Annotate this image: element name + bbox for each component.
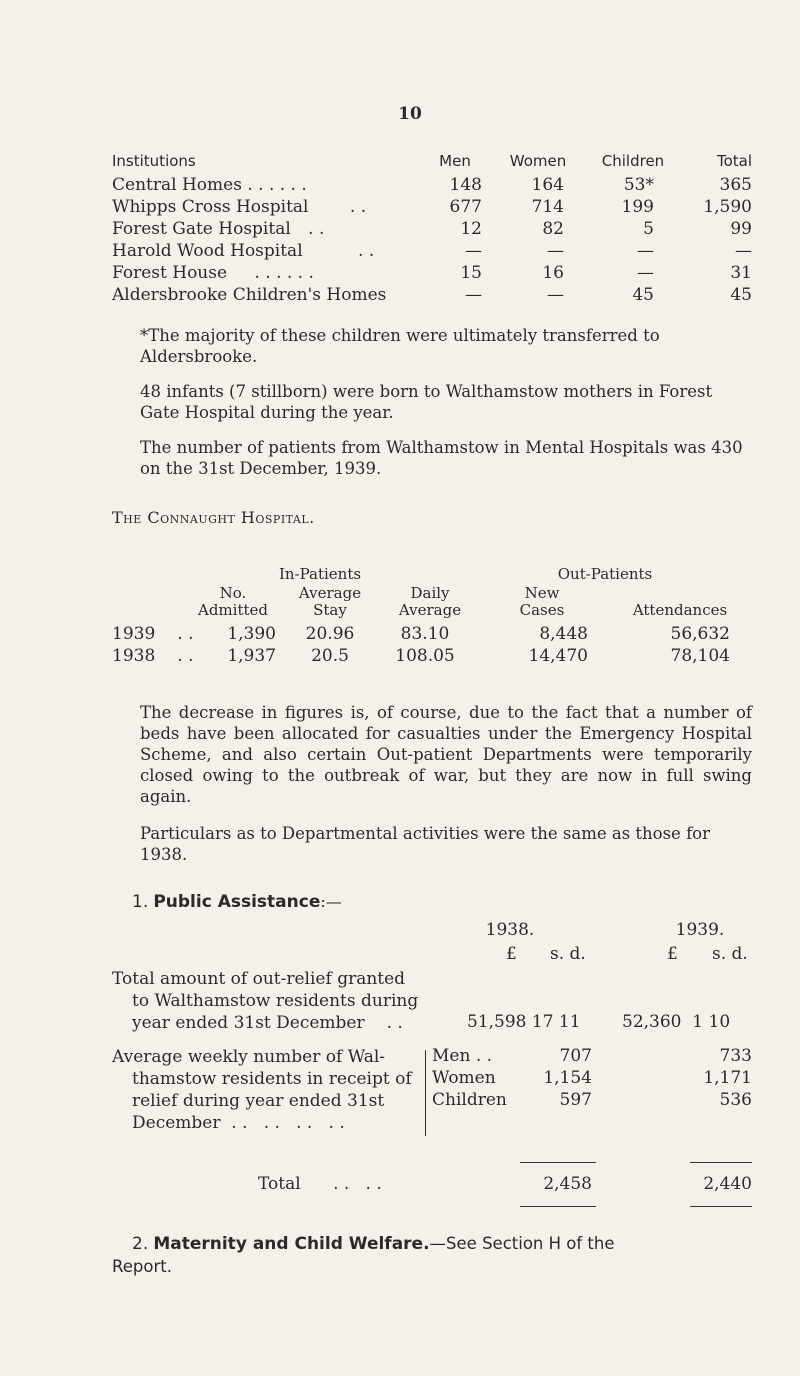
footnote: *The majority of these children were ultimately transferred to Aldersbrooke. — [140, 326, 660, 366]
particulars-paragraph: Particulars as to Departmental activities were the same as those for 1938. — [140, 824, 710, 864]
table-row: Harold Wood Hospital . . — [112, 241, 375, 261]
category-children-1938: 597 — [559, 1090, 592, 1110]
col-header-women: Women — [509, 152, 567, 170]
decrease-paragraph: The decrease in figures is, of course, due to the fact that a number of beds have been allocated for casualties under the Emergency Hospital Scheme, and also certain Out-patient Departments were temporarily closed owing to the outbreak of war, but they are now in full swing again. — [140, 703, 752, 806]
maternity-report: Report. — [112, 1257, 172, 1276]
outrelief-1939-value: 52,360 1 10 — [622, 1012, 731, 1032]
pound-1938: £ — [506, 944, 517, 964]
inpatients-group-label: In-Patients — [278, 565, 362, 583]
connaught-heading: The Connaught Hospital. — [112, 508, 315, 527]
divider — [690, 1162, 752, 1163]
col-header-men: Men — [439, 152, 471, 170]
outrelief-label: Total amount of out-relief granted to Walthamstow residents during year ended 31st December . . — [112, 969, 419, 1033]
cell-total: — — [735, 241, 752, 261]
cell-children: 53* — [623, 175, 654, 195]
cell-total: 31 — [730, 263, 752, 283]
sd-1938: s. d. — [550, 944, 586, 964]
cell-women: — — [547, 241, 564, 261]
category-women-1939: 1,171 — [703, 1068, 752, 1088]
cell-women: 16 — [542, 263, 564, 283]
year-1938-header: 1938. — [485, 920, 535, 940]
mental-hospitals-paragraph: The number of patients from Walthamstow in Mental Hospitals was 430 on the 31st December, 1939. — [140, 438, 743, 478]
col-header-daily-average: Average — [398, 601, 462, 619]
cell-attendances: 56,632 — [670, 624, 730, 644]
cell-daily: 108.05 — [395, 646, 455, 666]
cell-men: 148 — [449, 175, 482, 195]
cell-stay: 20.5 — [311, 646, 349, 666]
col-header-new: New — [524, 584, 560, 602]
category-children-1939: 536 — [719, 1090, 752, 1110]
cell-women: — — [547, 285, 564, 305]
cell-total: 99 — [730, 219, 752, 239]
cell-men: 677 — [449, 197, 482, 217]
col-header-total: Total — [716, 152, 752, 170]
col-header-cases: Cases — [519, 601, 565, 619]
maternity-heading: 2. Maternity and Child Welfare.—See Section H of the — [132, 1234, 615, 1254]
public-assistance-heading: 1. Public Assistance:— — [132, 892, 342, 912]
bracket — [425, 1050, 426, 1136]
col-header-stay: Stay — [313, 601, 347, 619]
divider — [690, 1206, 752, 1207]
cell-women: 164 — [531, 175, 564, 195]
category-women-1938: 1,154 — [543, 1068, 592, 1088]
table-row: 1938 . . — [112, 646, 194, 666]
cell-admitted: 1,937 — [227, 646, 276, 666]
cell-admitted: 1,390 — [227, 624, 276, 644]
col-header-no: No. — [219, 584, 247, 602]
cell-children: 45 — [632, 285, 654, 305]
cell-men: — — [465, 285, 482, 305]
category-men-1938: 707 — [559, 1046, 592, 1066]
cell-attendances: 78,104 — [670, 646, 730, 666]
pound-1939: £ — [667, 944, 678, 964]
cell-daily: 83.10 — [400, 624, 450, 644]
col-header-attendances: Attendances — [632, 601, 728, 619]
table-row: Central Homes . . . . . . — [112, 175, 307, 195]
cell-women: 82 — [542, 219, 564, 239]
col-header-admitted: Admitted — [198, 601, 268, 619]
cell-cases: 14,470 — [528, 646, 588, 666]
weekly-number-label: Average weekly number of Wal- thamstow residents in receipt of relief during year ended 31st December . . . . . . . . — [112, 1047, 412, 1133]
cell-children: — — [637, 263, 654, 283]
cell-children: — — [637, 241, 654, 261]
total-1939: 2,440 — [703, 1174, 752, 1194]
cell-men: 12 — [460, 219, 482, 239]
cell-stay: 20.96 — [305, 624, 355, 644]
cell-total: 365 — [719, 175, 752, 195]
col-header-daily: Daily — [410, 584, 450, 602]
outrelief-1938-value: 51,598 17 11 — [467, 1012, 581, 1032]
cell-total: 45 — [730, 285, 752, 305]
col-header-institutions: Institutions — [112, 152, 196, 170]
cell-children: 199 — [621, 197, 654, 217]
table-row: Aldersbrooke Children's Homes — [112, 285, 387, 305]
infants-paragraph: 48 infants (7 stillborn) were born to Walthamstow mothers in Forest Gate Hospital during the year. — [140, 382, 713, 422]
table-row: Whipps Cross Hospital . . — [112, 197, 367, 217]
cell-men: — — [465, 241, 482, 261]
category-women-label: Women — [432, 1068, 496, 1088]
table-row: Forest Gate Hospital . . — [112, 219, 325, 239]
page-number: 10 — [398, 104, 422, 124]
category-children-label: Children — [432, 1090, 507, 1110]
category-men-label: Men . . — [432, 1046, 493, 1066]
cell-children: 5 — [643, 219, 654, 239]
category-men-1939: 733 — [719, 1046, 752, 1066]
cell-men: 15 — [460, 263, 482, 283]
col-header-average: Average — [298, 584, 362, 602]
cell-total: 1,590 — [703, 197, 752, 217]
table-row: Forest House . . . . . . — [112, 263, 314, 283]
total-label: Total . . . . — [258, 1174, 382, 1194]
divider — [520, 1206, 596, 1207]
divider — [520, 1162, 596, 1163]
cell-cases: 8,448 — [539, 624, 588, 644]
outpatients-group-label: Out-Patients — [557, 565, 653, 583]
year-1939-header: 1939. — [675, 920, 725, 940]
cell-women: 714 — [531, 197, 564, 217]
total-1938: 2,458 — [543, 1174, 592, 1194]
sd-1939: s. d. — [712, 944, 748, 964]
table-row: 1939 . . — [112, 624, 194, 644]
col-header-children: Children — [601, 152, 665, 170]
